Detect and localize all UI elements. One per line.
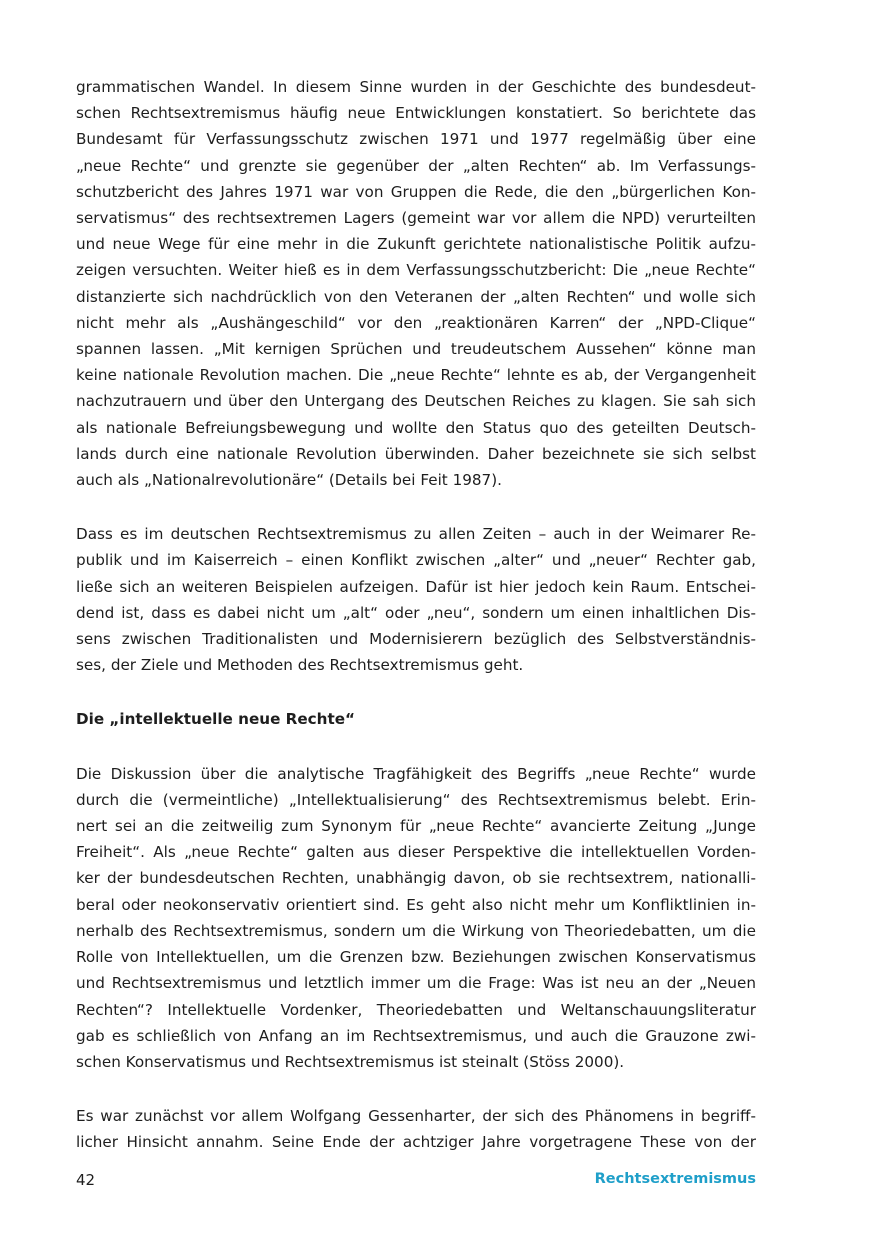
- text-line: sens zwischen Traditionalisten und Modernisierern bezüglich des Selbstverständnis-: [76, 630, 756, 649]
- text-line: als nationale Befreiungsbewegung und wollte den Status quo des geteilten Deutsch-: [76, 418, 756, 437]
- text-line: schen Rechtsextremismus häufig neue Entwicklungen konstatiert. So berichtete das: [76, 104, 756, 123]
- page-body: [76, 74, 756, 1184]
- text-line: auch als „Nationalrevolutionäre“ (Details bei Feit 1987).: [76, 471, 502, 490]
- section-heading: Die „intellektuelle neue Rechte“: [76, 710, 356, 729]
- text-line: distanzierte sich nachdrücklich von den Veteranen der „alten Rechten“ und wolle sich: [76, 287, 756, 306]
- text-line: dend ist, dass es dabei nicht um „alt“ oder „neu“, sondern um einen inhaltlichen Dis-: [76, 603, 756, 622]
- text-line: nachzutrauern und über den Untergang des Deutschen Reiches zu klagen. Sie sah sich: [76, 392, 756, 411]
- paragraph-1: [76, 74, 756, 493]
- text-line: ses, der Ziele und Methoden des Rechtsextremismus geht.: [76, 656, 524, 675]
- text-line: beral oder neokonservativ orientiert sind. Es geht also nicht mehr um Konfliktlinien in-: [76, 895, 756, 914]
- text-line: schen Konservatismus und Rechtsextremismus ist steinalt (Stöss 2000).: [76, 1052, 625, 1071]
- text-line: lands durch eine nationale Revolution überwinden. Daher bezeichnete sie sich selbst: [76, 444, 756, 463]
- text-line: Freiheit“. Als „neue Rechte“ galten aus dieser Perspektive die intellektuellen Vorden-: [76, 843, 756, 862]
- text-line: publik und im Kaiserreich – einen Konflikt zwischen „alter“ und „neuer“ Rechter gab,: [76, 551, 756, 570]
- text-line: zeigen versuchten. Weiter hieß es in dem Verfassungsschutzbericht: Die „neue Rechte“: [76, 261, 756, 280]
- text-line: keine nationale Revolution machen. Die „neue Rechte“ lehnte es ab, der Vergangenheit: [76, 366, 756, 385]
- text-line: durch die (vermeintliche) „Intellektualisierung“ des Rechtsextremismus belebt. Erin-: [76, 790, 756, 809]
- running-title: Rechtsextremismus: [594, 1171, 756, 1187]
- text-line: und Rechtsextremismus und letztlich immer um die Frage: Was ist neu an der „Neuen: [76, 974, 756, 993]
- text-line: Rechten“? Intellektuelle Vordenker, Theoriedebatten und Weltanschauungsliteratur: [76, 1000, 756, 1019]
- text-line: nert sei an die zeitweilig zum Synonym für „neue Rechte“ avancierte Zeitung „Junge: [76, 817, 756, 836]
- paragraph-2: [76, 521, 756, 678]
- paragraph-3: [76, 761, 756, 1075]
- text-line: servatismus“ des rechtsextremen Lagers (gemeint war vor allem die NPD) verurteilten: [76, 209, 756, 228]
- text-line: Es war zunächst vor allem Wolfgang Gessenharter, der sich des Phänomens in begriff-: [76, 1107, 756, 1126]
- text-line: schutzbericht des Jahres 1971 war von Gruppen die Rede, die den „bürgerlichen Kon-: [76, 182, 756, 201]
- text-line: Die Diskussion über die analytische Tragfähigkeit des Begriffs „neue Rechte“ wurde: [76, 764, 756, 783]
- paragraph-4: [76, 1103, 756, 1155]
- text-line: grammatischen Wandel. In diesem Sinne wurden in der Geschichte des bundesdeut-: [76, 78, 756, 96]
- text-line: spannen lassen. „Mit kernigen Sprüchen und treudeutschem Aussehen“ könne man: [76, 340, 756, 359]
- text-line: Rolle von Intellektuellen, um die Grenzen bzw. Beziehungen zwischen Konservatismus: [76, 948, 756, 967]
- text-line: licher Hinsicht annahm. Seine Ende der achtziger Jahre vorgetragene These von der: [76, 1133, 756, 1152]
- text-line: und neue Wege für eine mehr in die Zukunft gerichtete nationalistische Politik aufzu-: [76, 235, 756, 254]
- page-footer: [76, 1171, 756, 1195]
- text-line: Bundesamt für Verfassungsschutz zwischen 1971 und 1977 regelmäßig über eine: [76, 130, 756, 149]
- text-line: gab es schließlich von Anfang an im Rechtsextremismus, und auch die Grauzone zwi-: [76, 1026, 756, 1045]
- text-line: nerhalb des Rechtsextremismus, sondern um die Wirkung von Theoriedebatten, um die: [76, 921, 756, 940]
- text-line: ker der bundesdeutschen Rechten, unabhängig davon, ob sie rechtsextrem, nationalli-: [76, 869, 756, 888]
- text-line: „neue Rechte“ und grenzte sie gegenüber der „alten Rechten“ ab. Im Verfassungs-: [76, 156, 756, 175]
- text-line: Dass es im deutschen Rechtsextremismus zu allen Zeiten – auch in der Weimarer Re-: [76, 525, 756, 544]
- page-number: 42: [76, 1171, 96, 1189]
- text-line: nicht mehr als „Aushängeschild“ vor den „reaktionären Karren“ der „NPD-Clique“: [76, 313, 756, 332]
- text-line: ließe sich an weiteren Beispielen aufzeigen. Dafür ist hier jedoch kein Raum. Entschei-: [76, 577, 756, 596]
